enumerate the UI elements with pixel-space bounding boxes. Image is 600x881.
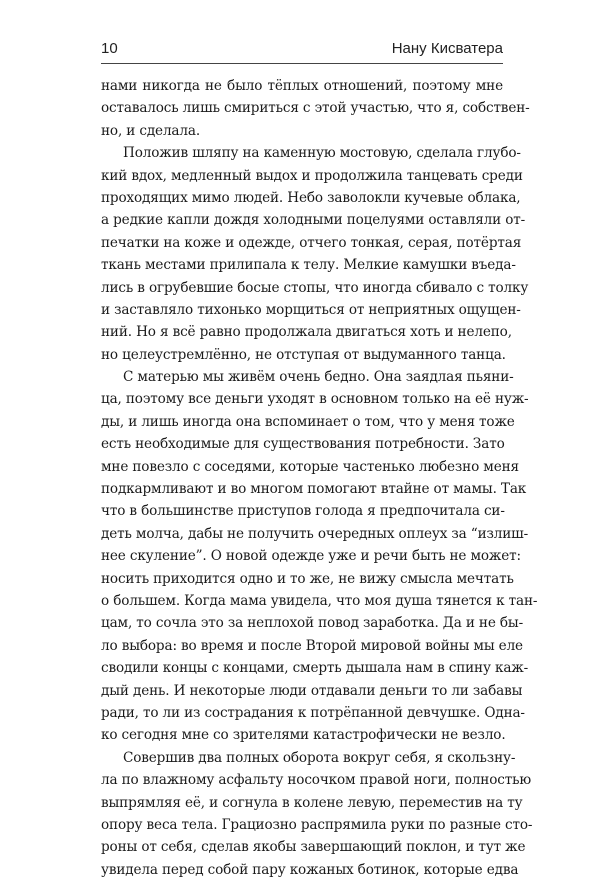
text-line: ды, и лишь иногда она вспоминает о том, что у меня тоже [101, 413, 515, 430]
text-line: что в большинстве приступов голода я предпочитала си- [101, 503, 505, 520]
text-line: сводили концы с концами, смерть дышала нам в спину каж- [101, 660, 529, 677]
book-author: Нану Кисватера [391, 40, 503, 57]
text-line: Положив шляпу на каменную мостовую, сделала глубо- [123, 145, 521, 162]
text-line: о большем. Когда мама увидела, что моя душа тянется к тан- [101, 592, 538, 609]
text-line: и заставляло тихонько морщиться от неприятных ощущен- [101, 301, 521, 318]
text-line: деть молча, дабы не получить очередных оплеух за “излиш- [101, 525, 529, 542]
text-line: ло выбора: во время и после Второй мировой войны мы еле [101, 637, 523, 654]
text-line: С матерью мы живём очень бедно. Она заядлая пьяни- [123, 369, 514, 386]
text-line: печатки на коже и одежде, отчего тонкая, серая, потёртая [101, 234, 522, 251]
text-line: ради, то ли из сострадания к потрёпанной девчушке. Одна- [101, 704, 525, 721]
text-line: ткань местами прилипала к телу. Мелкие камушки въеда- [101, 257, 516, 274]
text-line: роны от себя, сделав якобы завершающий поклон, и тут же [101, 839, 526, 856]
text-line: дый день. И некоторые люди отдавали деньги то ли забавы [101, 682, 523, 699]
text-line: увидела перед собой пару кожаных ботинок, которые едва [101, 861, 519, 878]
text-line: кий вдох, медленный выдох и продолжила танцевать среди [101, 167, 523, 184]
text-line: лись в огрубевшие босые стопы, что иногда сбивало с толку [101, 279, 529, 296]
text-line: ний. Но я всё равно продолжала двигаться хоть и нелепо, [101, 324, 512, 341]
text-line: проходящих мимо людей. Небо заволокли кучевые облака, [101, 189, 521, 206]
text-line: мне повезло с соседями, которые частенько любезно меня [101, 458, 519, 475]
body-text [101, 75, 538, 881]
text-line: а редкие капли дождя холодными поцелуями оставляли от- [101, 212, 526, 229]
text-line: нее скуление”. О новой одежде уже и речи быть не может: [101, 548, 521, 565]
text-line: есть необходимые для существования потребности. Зато [101, 436, 505, 453]
header-rule [101, 63, 503, 64]
running-head [101, 38, 503, 60]
text-line: нами никогда не было тёплых отношений, поэтому мне [101, 78, 503, 94]
text-line: ко сегодня мне со зрителями катастрофически не везло. [101, 727, 506, 744]
text-line: ла по влажному асфальту носочком правой ноги, полностью [101, 772, 532, 789]
text-line: выпрямляя её, и согнула в колене левую, переместив на ту [101, 794, 523, 811]
text-line: цам, то сочла это за неплохой повод заработка. Да и не бы- [101, 615, 524, 632]
text-line: носить приходится одно и то же, не вижу смысла мечтать [101, 570, 514, 587]
text-line: но целеустремлённо, не отступая от выдуманного танца. [101, 346, 506, 363]
text-line: опору веса тела. Грациозно распрямила руки по разные сто- [101, 816, 533, 833]
text-line: подкармливают и во многом помогают втайне от мамы. Так [101, 481, 527, 498]
text-line: оставалось лишь смириться с этой участью, что я, собствен- [101, 100, 530, 117]
text-line: Совершив два полных оборота вокруг себя, я скользну- [123, 749, 516, 766]
text-line: ца, поэтому все деньги уходят в основном только на её нуж- [101, 391, 529, 408]
page-number: 10 [101, 40, 118, 57]
text-line: но, и сделала. [101, 122, 200, 139]
